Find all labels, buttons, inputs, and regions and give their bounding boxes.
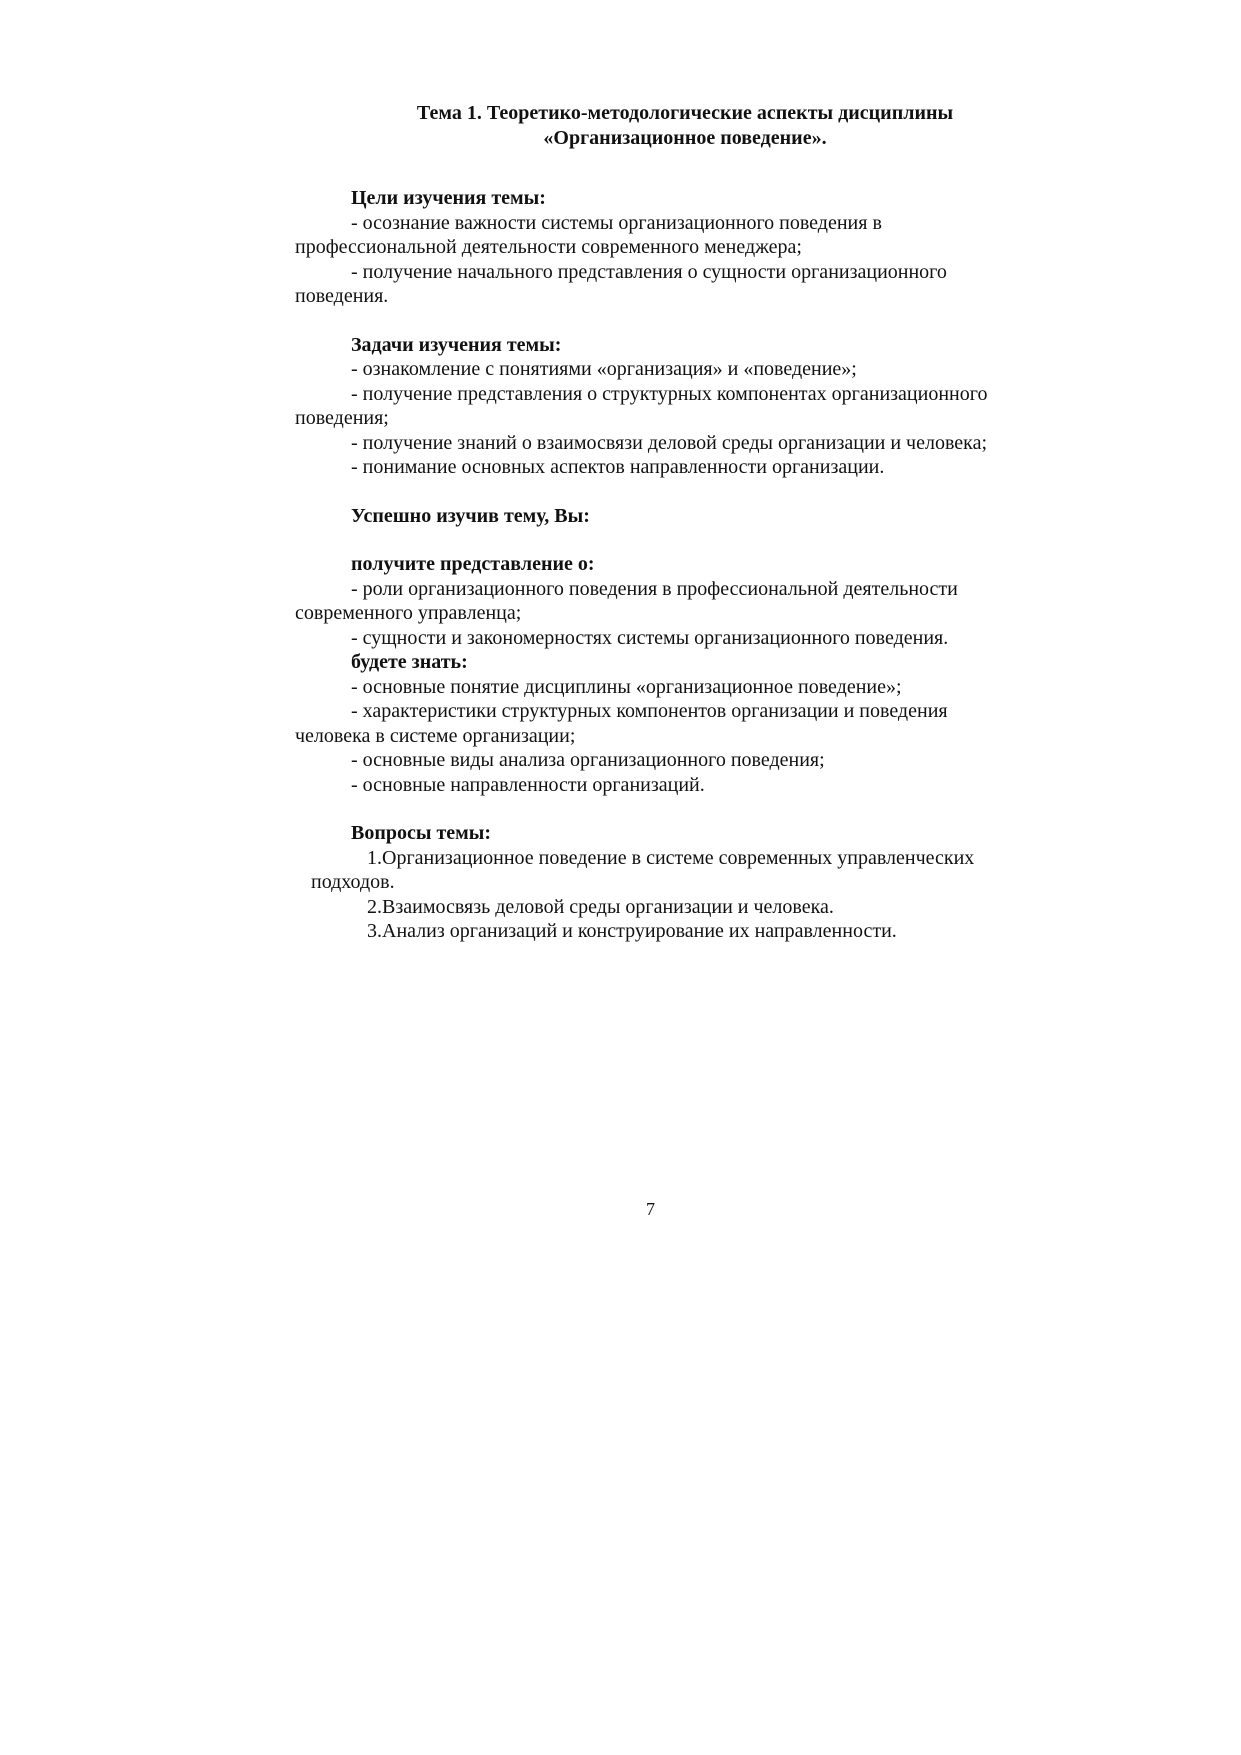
knowledge-item: - основные направленности организаций. — [351, 773, 705, 796]
outcomes-heading: Успешно изучив тему, Вы: — [351, 504, 590, 527]
topic-title-line-2: «Организационное поведение». — [543, 126, 827, 149]
knowledge-item: - основные виды анализа организационного поведения; — [351, 749, 825, 771]
topic-title — [295, 101, 1015, 150]
page-number: 7 — [646, 1199, 655, 1219]
goals-heading: Цели изучения темы: — [351, 187, 546, 209]
page-content — [295, 101, 1015, 944]
tasks-heading: Задачи изучения темы: — [351, 333, 562, 356]
knowledge-item: - характеристики структурных компонентов организации и поведения человека в системе организации; — [295, 700, 948, 747]
representation-item: - сущности и закономерностях системы организационного поведения. — [351, 626, 949, 649]
knowledge-heading: будете знать: — [351, 651, 468, 673]
questions-list — [295, 846, 1015, 944]
representation-item: - роли организационного поведения в профессиональной деятельности современного управленца; — [295, 577, 958, 624]
tasks-item: - получение знаний о взаимосвязи деловой среды организации и человека; — [351, 431, 988, 454]
goals-item: - получение начального представления о сущности организационного поведения. — [295, 260, 947, 307]
goals-item: - осознание важности системы организационного поведения в профессиональной деятельности современного менеджера; — [295, 211, 882, 258]
topic-title-line-1: Тема 1. Теоретико-методологические аспекты дисциплины — [416, 102, 954, 124]
knowledge-item: - основные понятие дисциплины «организационное поведение»; — [351, 675, 902, 698]
tasks-item: - ознакомление с понятиями «организация» и «поведение»; — [351, 358, 857, 380]
tasks-item: - получение представления о структурных компонентах организационного поведения; — [295, 382, 988, 429]
question-item: 2.Взаимосвязь деловой среды организации и человека. — [367, 895, 834, 918]
tasks-item: - понимание основных аспектов направленности организации. — [351, 456, 885, 478]
representation-heading: получите представление о: — [351, 553, 595, 575]
question-item: 3.Анализ организаций и конструирование их направленности. — [367, 920, 897, 942]
question-item: 1.Организационное поведение в системе современных управленческих подходов. — [311, 846, 975, 893]
questions-heading: Вопросы темы: — [351, 822, 492, 844]
